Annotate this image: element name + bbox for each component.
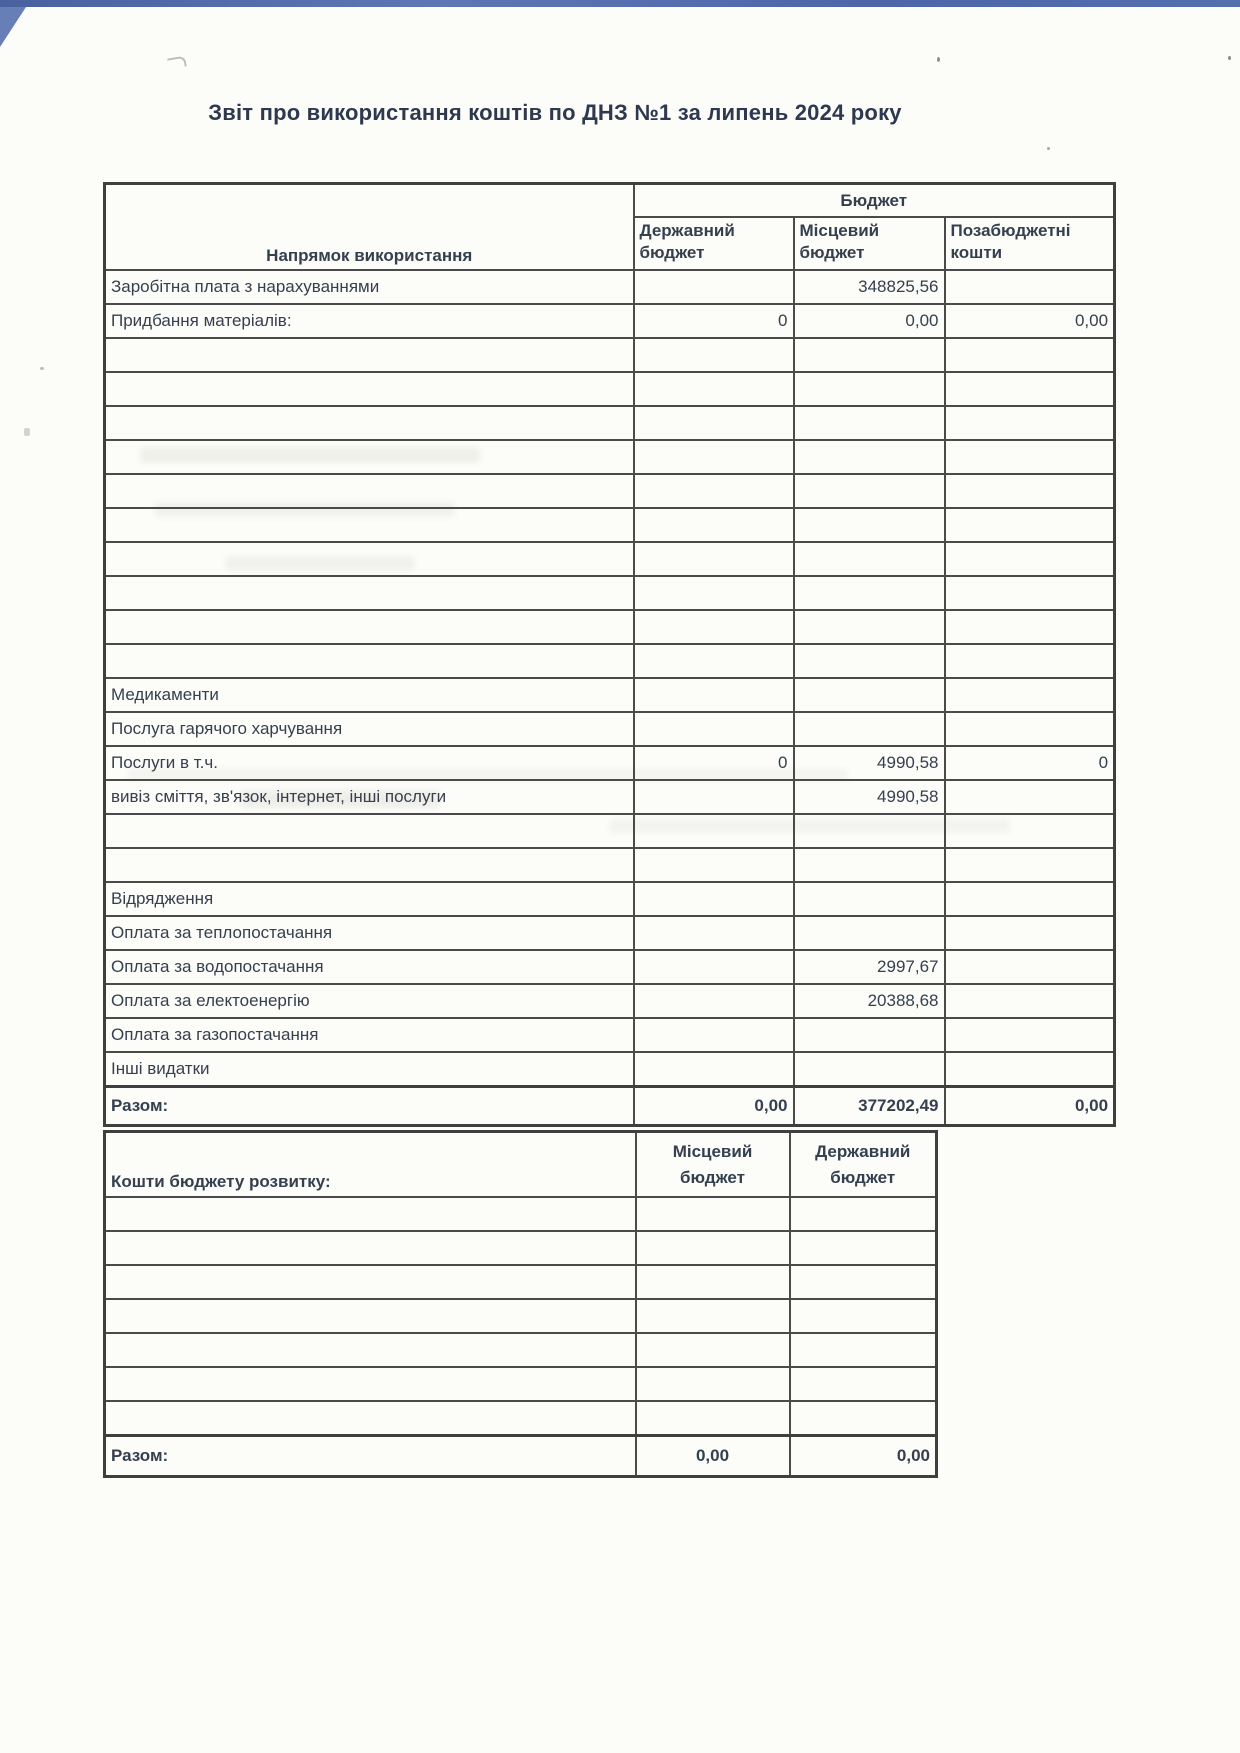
row-value-cell: 0 — [634, 746, 794, 780]
row-value-cell — [634, 780, 794, 814]
row-label-cell: Послуги в т.ч. — [105, 746, 634, 780]
row-value-cell: 0 — [634, 304, 794, 338]
row-value-cell — [790, 1367, 937, 1401]
row-value-cell — [634, 950, 794, 984]
row-value-cell — [945, 644, 1115, 678]
row-label-cell: Оплата за теплопостачання — [105, 916, 634, 950]
row-value-cell — [634, 678, 794, 712]
row-value-cell: 20388,68 — [794, 984, 945, 1018]
row-label-cell — [105, 372, 634, 406]
table-row — [105, 712, 1115, 746]
row-value-cell — [945, 440, 1115, 474]
row-label-cell: Заробітна плата з нарахуваннями — [105, 270, 634, 304]
row-value-cell — [945, 1052, 1115, 1087]
row-value-cell — [794, 882, 945, 916]
table-footer — [105, 1436, 937, 1477]
table-body — [105, 270, 1115, 1087]
page-title: Звіт про використання коштів по ДНЗ №1 за липень 2024 року — [208, 100, 902, 125]
row-value-cell — [634, 270, 794, 304]
table-row — [105, 916, 1115, 950]
row-label-cell — [105, 814, 634, 848]
table-row — [105, 372, 1115, 406]
row-value-cell — [794, 848, 945, 882]
row-value-cell — [634, 814, 794, 848]
row-value-cell — [794, 1018, 945, 1052]
row-value-cell: 348825,56 — [794, 270, 945, 304]
row-value-cell — [945, 508, 1115, 542]
table-row — [105, 984, 1115, 1018]
table-row — [105, 1052, 1115, 1087]
row-value-cell — [634, 882, 794, 916]
row-value-cell — [634, 712, 794, 746]
row-value-cell: 0,00 — [945, 304, 1115, 338]
row-value-cell — [634, 1052, 794, 1087]
row-label-cell — [105, 1333, 636, 1367]
row-value-cell — [634, 474, 794, 508]
total-state-value: 0,00 — [634, 1087, 794, 1126]
column-group-budget: Бюджет — [634, 184, 1115, 218]
table-row — [105, 1367, 937, 1401]
row-label-cell — [105, 406, 634, 440]
total-local-value: 377202,49 — [794, 1087, 945, 1126]
row-value-cell — [636, 1265, 790, 1299]
row-value-cell — [794, 338, 945, 372]
row-value-cell — [636, 1231, 790, 1265]
row-label-cell — [105, 542, 634, 576]
row-value-cell — [634, 576, 794, 610]
column-header-local-budget: Місцевий бюджет — [794, 217, 945, 270]
row-value-cell — [945, 780, 1115, 814]
table-row — [105, 406, 1115, 440]
total-label: Разом: — [105, 1087, 634, 1126]
total-extrabudget-value: 0,00 — [945, 1087, 1115, 1126]
row-value-cell — [945, 814, 1115, 848]
row-value-cell — [634, 372, 794, 406]
scan-speck — [937, 57, 940, 62]
scan-speck — [24, 428, 30, 436]
table-row — [105, 1333, 937, 1367]
table-header — [105, 184, 1115, 271]
row-value-cell — [794, 440, 945, 474]
row-label-cell: Інші видатки — [105, 1052, 634, 1087]
row-value-cell — [634, 338, 794, 372]
row-label-cell — [105, 1231, 636, 1265]
row-label-cell: Медикаменти — [105, 678, 634, 712]
row-value-cell — [636, 1401, 790, 1436]
row-value-cell — [636, 1333, 790, 1367]
scan-speck — [1047, 147, 1050, 150]
column-header-local-budget: Місцевий бюджет — [636, 1132, 790, 1198]
table-row — [105, 440, 1115, 474]
row-value-cell — [634, 610, 794, 644]
row-value-cell — [634, 848, 794, 882]
row-label-cell — [105, 576, 634, 610]
row-value-cell — [794, 678, 945, 712]
row-value-cell — [794, 814, 945, 848]
row-value-cell — [634, 508, 794, 542]
row-value-cell — [945, 406, 1115, 440]
row-label-cell — [105, 1367, 636, 1401]
row-label-cell — [105, 474, 634, 508]
row-value-cell: 4990,58 — [794, 780, 945, 814]
row-value-cell — [945, 1018, 1115, 1052]
row-label-cell: Відрядження — [105, 882, 634, 916]
table-row — [105, 746, 1115, 780]
row-label-cell — [105, 610, 634, 644]
row-value-cell — [945, 372, 1115, 406]
row-value-cell — [794, 610, 945, 644]
row-value-cell — [634, 406, 794, 440]
table-row — [105, 610, 1115, 644]
row-value-cell: 4990,58 — [794, 746, 945, 780]
table-row — [105, 1018, 1115, 1052]
table-header — [105, 1132, 937, 1198]
row-value-cell — [794, 406, 945, 440]
table-row — [105, 848, 1115, 882]
development-budget-table — [103, 1130, 938, 1478]
table-row — [105, 950, 1115, 984]
row-value-cell — [634, 440, 794, 474]
row-label-cell: вивіз сміття, зв'язок, інтернет, інші послуги — [105, 780, 634, 814]
row-value-cell — [634, 542, 794, 576]
table-row — [105, 882, 1115, 916]
row-value-cell: 2997,67 — [794, 950, 945, 984]
row-value-cell — [945, 916, 1115, 950]
column-header-state-budget: Державний бюджет — [634, 217, 794, 270]
row-value-cell — [634, 1018, 794, 1052]
row-value-cell — [945, 882, 1115, 916]
table-footer — [105, 1087, 1115, 1126]
row-value-cell — [945, 712, 1115, 746]
row-label-cell — [105, 644, 634, 678]
table-row — [105, 814, 1115, 848]
table-row — [105, 304, 1115, 338]
row-value-cell — [790, 1197, 937, 1231]
row-value-cell — [794, 372, 945, 406]
budget-usage-table — [103, 182, 1116, 1127]
row-label-cell: Придбання матеріалів: — [105, 304, 634, 338]
row-value-cell — [790, 1265, 937, 1299]
row-value-cell — [794, 712, 945, 746]
row-value-cell — [945, 474, 1115, 508]
row-label-cell — [105, 440, 634, 474]
table-row — [105, 542, 1115, 576]
row-value-cell — [634, 644, 794, 678]
table-row — [105, 1197, 937, 1231]
table-row — [105, 270, 1115, 304]
row-label-cell — [105, 1299, 636, 1333]
total-row — [105, 1436, 937, 1477]
column-header-extrabudget-funds: Позабюджетні кошти — [945, 217, 1115, 270]
row-label-cell — [105, 508, 634, 542]
row-label-cell — [105, 1401, 636, 1436]
total-row — [105, 1087, 1115, 1126]
row-value-cell — [945, 678, 1115, 712]
scan-speck — [167, 56, 187, 70]
table-row — [105, 780, 1115, 814]
row-value-cell — [945, 338, 1115, 372]
row-value-cell — [945, 610, 1115, 644]
row-label-cell — [105, 1197, 636, 1231]
row-value-cell — [794, 644, 945, 678]
row-label-cell: Послуга гарячого харчування — [105, 712, 634, 746]
header-row-group — [105, 184, 1115, 218]
row-value-cell: 0,00 — [794, 304, 945, 338]
row-label-cell: Оплата за водопостачання — [105, 950, 634, 984]
row-value-cell — [794, 1052, 945, 1087]
row-value-cell — [945, 984, 1115, 1018]
row-value-cell — [945, 542, 1115, 576]
row-label-cell: Оплата за газопостачання — [105, 1018, 634, 1052]
row-value-cell — [945, 950, 1115, 984]
row-value-cell — [794, 474, 945, 508]
table-row — [105, 1299, 937, 1333]
row-value-cell: 0 — [945, 746, 1115, 780]
row-value-cell — [636, 1367, 790, 1401]
table-row — [105, 644, 1115, 678]
scanner-edge-strip — [0, 0, 1240, 7]
row-value-cell — [794, 916, 945, 950]
row-value-cell — [945, 576, 1115, 610]
table-row — [105, 508, 1115, 542]
table-row — [105, 338, 1115, 372]
row-value-cell — [636, 1299, 790, 1333]
row-label-cell — [105, 848, 634, 882]
row-value-cell — [794, 576, 945, 610]
total-state-value: 0,00 — [790, 1436, 937, 1477]
table-row — [105, 1231, 937, 1265]
row-label-cell: Оплата за електоенергію — [105, 984, 634, 1018]
table-row — [105, 678, 1115, 712]
row-value-cell — [790, 1333, 937, 1367]
row-value-cell — [794, 542, 945, 576]
row-label-cell — [105, 338, 634, 372]
scan-speck — [1228, 56, 1231, 60]
header-row — [105, 1132, 937, 1198]
row-value-cell — [634, 916, 794, 950]
row-value-cell — [790, 1231, 937, 1265]
row-value-cell — [790, 1401, 937, 1436]
scanner-corner-artifact — [0, 7, 26, 47]
row-value-cell — [790, 1299, 937, 1333]
row-value-cell — [794, 508, 945, 542]
row-value-cell — [634, 984, 794, 1018]
total-label: Разом: — [105, 1436, 636, 1477]
row-value-cell — [945, 270, 1115, 304]
column-header-direction: Напрямок використання — [105, 184, 634, 271]
row-value-cell — [945, 848, 1115, 882]
table-row — [105, 1265, 937, 1299]
table-row — [105, 1401, 937, 1436]
row-value-cell — [636, 1197, 790, 1231]
column-header-state-budget: Державний бюджет — [790, 1132, 937, 1198]
table-row — [105, 474, 1115, 508]
total-local-value: 0,00 — [636, 1436, 790, 1477]
scan-speck — [40, 367, 44, 370]
row-label-cell — [105, 1265, 636, 1299]
column-header-development-funds: Кошти бюджету розвитку: — [105, 1132, 636, 1198]
table-row — [105, 576, 1115, 610]
table-body — [105, 1197, 937, 1436]
